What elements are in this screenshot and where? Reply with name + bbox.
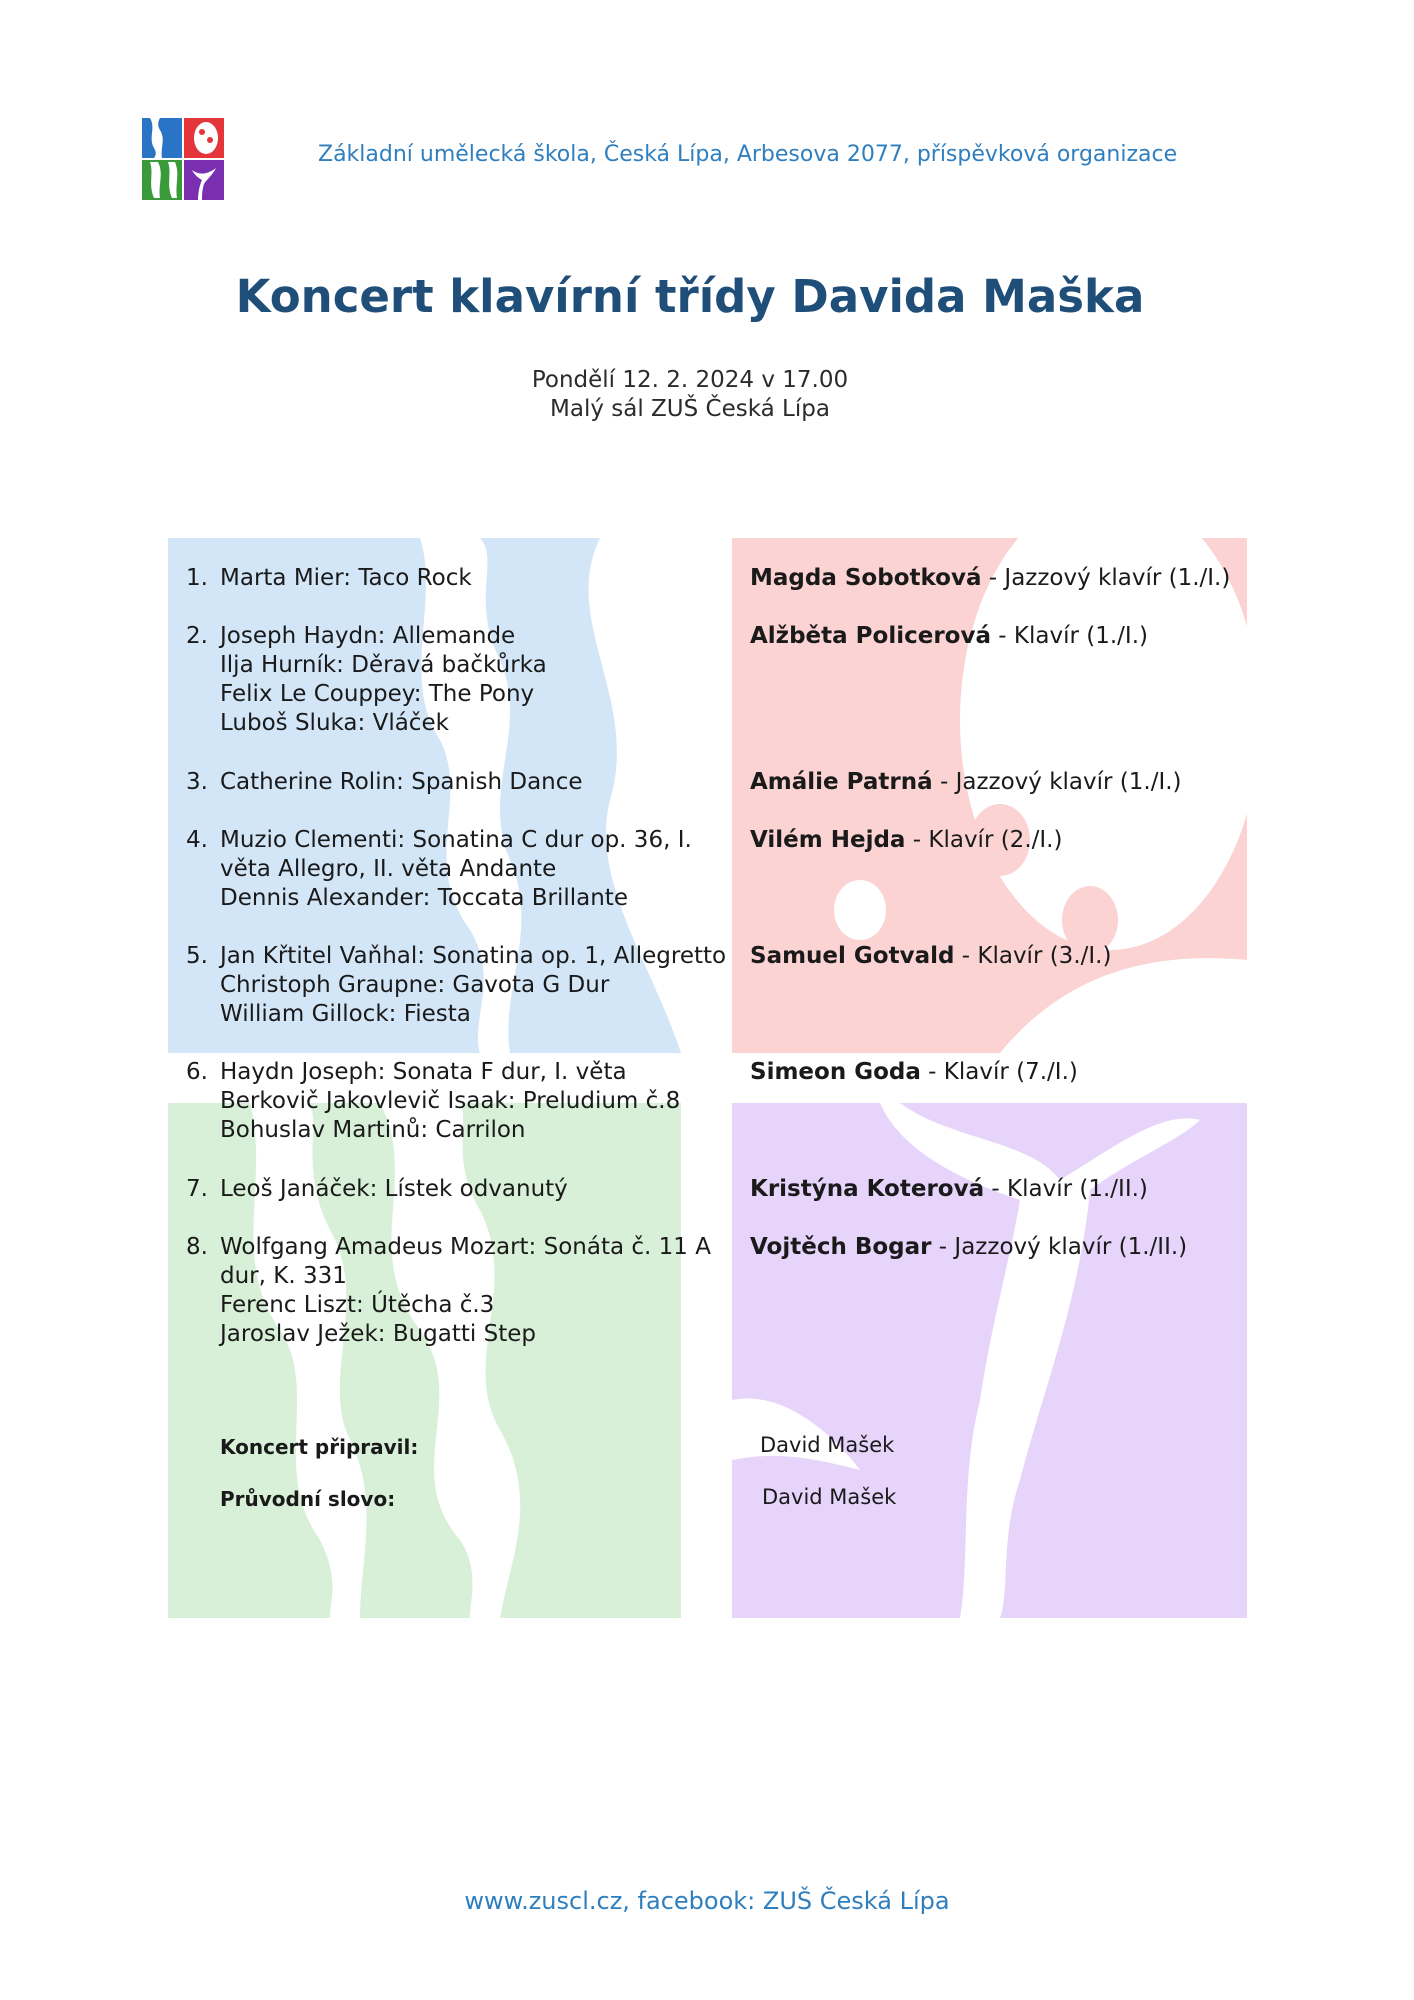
piece-line: Ilja Hurník: Děravá bačkůrka [220,652,547,678]
event-date: Pondělí 12. 2. 2024 v 17.00 [531,367,849,393]
performer-detail: - Klavír (7./I.) [920,1059,1078,1085]
program-pieces [220,1233,730,1349]
host-value: David Mašek [762,1485,897,1509]
school-name: Základní umělecká škola, Česká Lípa, Arbesova 2077, příspěvková organizace [318,142,1178,167]
piece-line: věta Allegro, II. věta Andante [220,856,557,882]
piece-line: Jaroslav Ježek: Bugatti Step [220,1321,536,1347]
program-pieces [220,1058,730,1145]
program-pieces [220,622,730,738]
program-number: 2. [186,623,208,649]
piece-line: Haydn Joseph: Sonata F dur, I. věta [220,1059,627,1085]
host-label: Průvodní slovo: [220,1487,396,1511]
piece-line: Joseph Haydn: Allemande [220,623,516,649]
event-venue: Malý sál ZUŠ Česká Lípa [550,396,830,422]
piece-line: William Gillock: Fiesta [220,1001,471,1027]
program-pieces [220,826,730,913]
performer [750,1175,1148,1204]
program-number: 3. [186,769,208,795]
performer-detail: - Jazzový klavír (1./I.) [932,769,1182,795]
piece-line: Jan Křtitel Vaňhal: Sonatina op. 1, Allegretto [220,943,727,969]
program-number: 8. [186,1234,208,1260]
performer-name: Amálie Patrná [750,769,933,795]
piece-line: Leoš Janáček: Lístek odvanutý [220,1176,568,1202]
piece-line: Ferenc Liszt: Útěcha č.3 [220,1292,495,1318]
performer-name: Vojtěch Bogar [750,1234,932,1260]
performer-detail: - Jazzový klavír (1./I.) [981,565,1231,591]
performer-name: Simeon Goda [750,1059,921,1085]
performer-name: Samuel Gotvald [750,943,955,969]
performer [750,564,1230,593]
prepared-label: Koncert připravil: [220,1435,419,1459]
school-logo [142,118,224,200]
piece-line: Christoph Graupne: Gavota G Dur [220,972,610,998]
performer [750,1058,1078,1087]
program-pieces [220,564,730,593]
piece-line: Dennis Alexander: Toccata Brillante [220,885,628,911]
piece-line: Wolfgang Amadeus Mozart: Sonáta č. 11 A [220,1234,711,1260]
performer [750,826,1062,855]
piece-line: Marta Mier: Taco Rock [220,565,472,591]
footer-links: www.zuscl.cz, facebook: ZUŠ Česká Lípa [464,1887,950,1915]
program-number: 5. [186,943,208,969]
piece-line: Berkovič Jakovlevič Isaak: Preludium č.8 [220,1088,681,1114]
program-number: 7. [186,1176,208,1202]
program-pieces [220,1175,730,1204]
performer-detail: - Klavír (1./I.) [990,623,1148,649]
performer-name: Kristýna Koterová [750,1176,985,1202]
piece-line: Luboš Sluka: Vláček [220,710,449,736]
performer-detail: - Klavír (2./I.) [905,827,1063,853]
performer-detail: - Klavír (1./II.) [984,1176,1148,1202]
performer [750,622,1148,651]
performer [750,1233,1187,1262]
page-title: Koncert klavírní třídy Davida Maška [235,270,1145,323]
program-number: 1. [186,565,208,591]
performer [750,942,1111,971]
program-number: 6. [186,1059,208,1085]
program-pieces [220,942,730,1029]
performer-detail: - Jazzový klavír (1./II.) [931,1234,1188,1260]
piece-line: Felix Le Couppey: The Pony [220,681,535,707]
performer-name: Vilém Hejda [750,827,906,853]
performer-name: Magda Sobotková [750,565,982,591]
performer [750,768,1182,797]
piece-line: Bohuslav Martinů: Carrilon [220,1117,526,1143]
piece-line: Muzio Clementi: Sonatina C dur op. 36, I. [220,827,692,853]
piece-line: dur, K. 331 [220,1263,347,1289]
performer-name: Alžběta Policerová [750,623,991,649]
program-number: 4. [186,827,208,853]
prepared-value: David Mašek [760,1433,895,1457]
piece-line: Catherine Rolin: Spanish Dance [220,769,583,795]
program-pieces [220,768,730,797]
performer-detail: - Klavír (3./I.) [954,943,1112,969]
